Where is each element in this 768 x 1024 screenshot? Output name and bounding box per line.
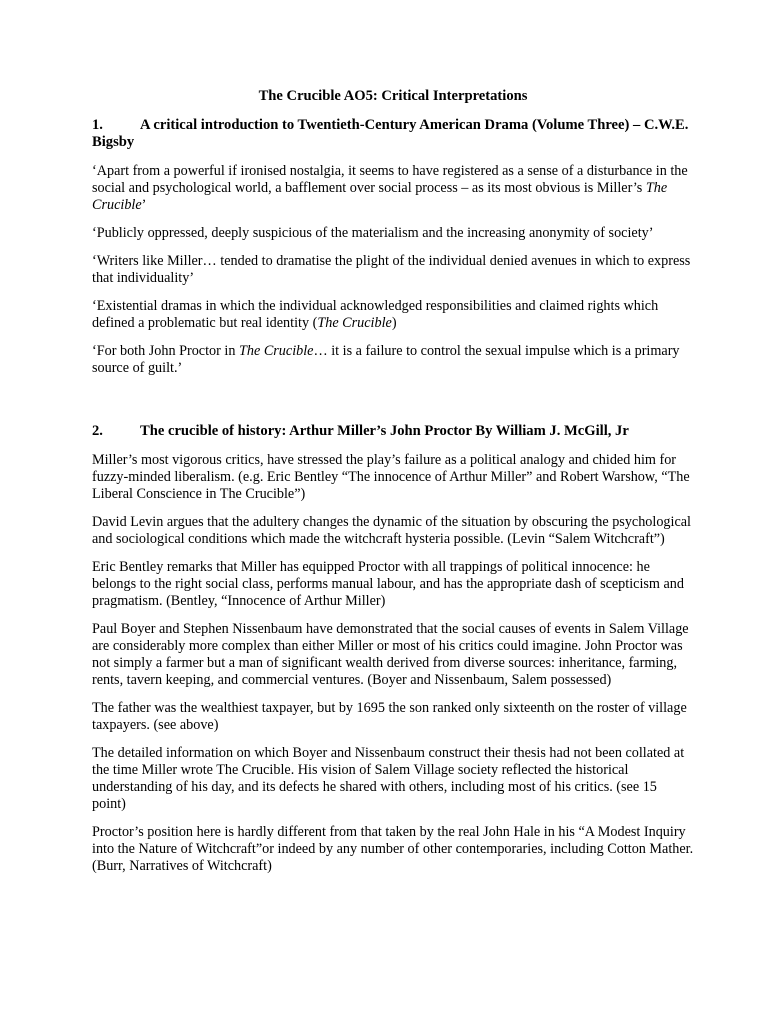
section-1-number: 1. — [92, 117, 103, 133]
section-2-title: The crucible of history: Arthur Miller’s John Proctor By William J. McGill, Jr — [140, 423, 629, 439]
section-2-paragraph-4: Paul Boyer and Stephen Nissenbaum have demonstrated that the social causes of events in Salem Village are considerably more complex than either Miller or most of his critics could imagine. John Proctor was not simply a farmer but a man of significant wealth derived from diverse sources: inheritance, farming, rents, tavern keeping, and commercial ventures. (Boyer and Nissenbaum, Salem possessed) — [92, 621, 689, 688]
section-1-paragraph-5: ‘For both John Proctor in The Crucible… it is a failure to control the sexual impulse which is a primary source of guilt.’ — [92, 343, 680, 376]
document-title: The Crucible AO5: Critical Interpretations — [258, 88, 528, 104]
section-1-paragraph-1: ‘Apart from a powerful if ironised nostalgia, it seems to have registered as a sense of a disturbance in the social and psychological world, a bafflement over social process – as its most obvious is Miller’s The Crucible’ — [92, 163, 688, 213]
section-1-paragraph-2: ‘Publicly oppressed, deeply suspicious of the materialism and the increasing anonymity of society’ — [92, 225, 654, 241]
section-spacer — [92, 388, 694, 423]
section-2-paragraph-3: Eric Bentley remarks that Miller has equipped Proctor with all trappings of political innocence: he belongs to the right social class, performs manual labour, and has the appropriate dash of scepticism and pragmatism. (Bentley, “Innocence of Arthur Miller) — [92, 559, 684, 609]
section-2-number: 2. — [92, 423, 103, 439]
section-2-paragraph-5: The father was the wealthiest taxpayer, but by 1695 the son ranked only sixteenth on the roster of village taxpayers. (see above) — [92, 700, 687, 733]
section-1-title: A critical introduction to Twentieth-Century American Drama (Volume Three) – C.W.E. Bigsby — [92, 117, 689, 150]
section-1-heading — [92, 117, 694, 151]
section-2-paragraph-1: Miller’s most vigorous critics, have stressed the play’s failure as a political analogy and chided him for fuzzy-minded liberalism. (e.g. Eric Bentley “The innocence of Arthur Miller” and Robert Warshow, “The Liberal Conscience in The Crucible”) — [92, 452, 690, 502]
section-2-paragraph-7: Proctor’s position here is hardly different from that taken by the real John Hale in his “A Modest Inquiry into the Nature of Witchcraft”or indeed by any number of other contemporaries, including Cotton Mather. (Burr, Narratives of Witchcraft) — [92, 824, 694, 874]
section-1-paragraph-3: ‘Writers like Miller… tended to dramatise the plight of the individual denied avenues in which to express that individuality’ — [92, 253, 691, 286]
section-2-heading — [92, 423, 694, 440]
section-1-paragraph-4: ‘Existential dramas in which the individual acknowledged responsibilities and claimed rights which defined a problematic but real identity (The Crucible) — [92, 298, 659, 331]
section-2-paragraph-2: David Levin argues that the adultery changes the dynamic of the situation by obscuring the psychological and sociological conditions which made the witchcraft hysteria possible. (Levin “Salem Witchcraft”) — [92, 514, 691, 547]
section-2-paragraph-6: The detailed information on which Boyer and Nissenbaum construct their thesis had not been collated at the time Miller wrote The Crucible. His vision of Salem Village society reflected the historical understanding of his day, and its defects he shared with others, including most of his critics. (see 15 point) — [92, 745, 685, 812]
